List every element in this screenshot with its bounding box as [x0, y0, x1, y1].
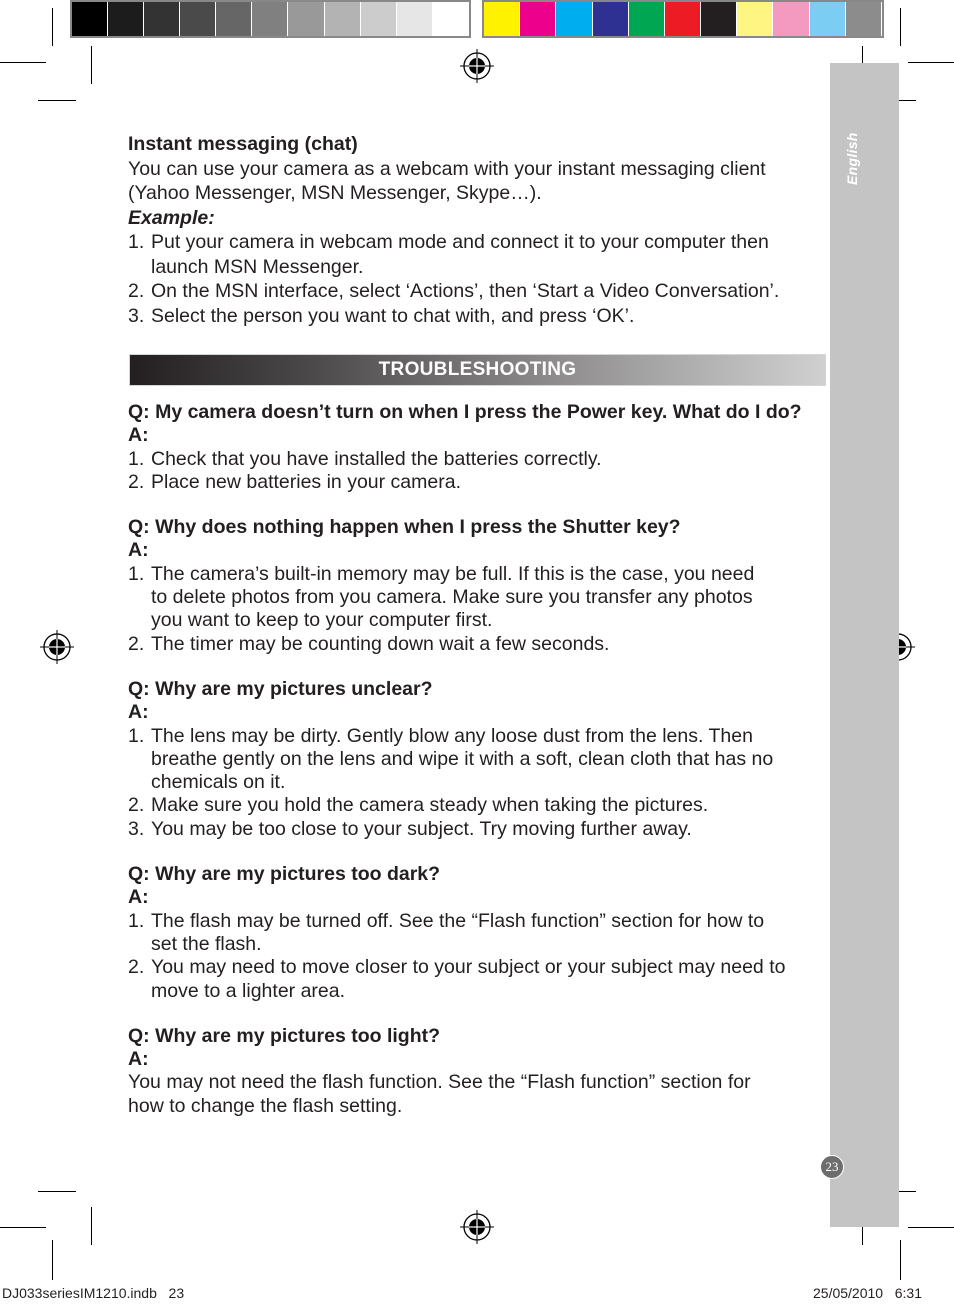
color-swatch [288, 2, 324, 36]
color-swatch [180, 2, 216, 36]
faq-question: Q: Why are my pictures too dark? [128, 863, 441, 886]
color-swatch [737, 2, 773, 36]
color-swatch [397, 2, 433, 36]
faq-answer-label: A: [128, 701, 149, 724]
color-swatch [72, 2, 108, 36]
crop-mark [908, 1227, 954, 1228]
crop-mark [38, 1191, 76, 1192]
crop-mark [91, 46, 92, 84]
list-item: 1. The lens may be dirty. Gently blow any loose dust from the lens. Then breathe gently on the lens and wipe it with a soft, clean cloth that has no chemicals on it. [128, 724, 774, 794]
body-text: how to change the flash setting. [128, 1094, 403, 1117]
language-tab-label: English [844, 132, 860, 185]
crop-mark [91, 1207, 92, 1245]
body-text: You can use your camera as a webcam with your instant messaging client [128, 157, 766, 180]
list-item: 2. You may need to move closer to your subject or your subject may need to move to a lighter area. [128, 956, 786, 1002]
body-text: (Yahoo Messenger, MSN Messenger, Skype…). [128, 182, 542, 204]
faq-question: Q: My camera doesn’t turn on when I press the Power key. What do I do? [128, 401, 802, 423]
banner-title: TROUBLESHOOTING [378, 359, 577, 380]
registration-mark-icon [460, 1210, 494, 1244]
crop-mark [38, 100, 76, 101]
crop-mark [0, 1227, 46, 1228]
color-swatch [556, 2, 592, 36]
color-swatch [701, 2, 737, 36]
section-heading: Instant messaging (chat) [128, 133, 358, 155]
process-color-bar [482, 0, 884, 38]
crop-mark [908, 62, 954, 63]
list-item: 1. The flash may be turned off. See the “Flash function” section for how to set the flash. [128, 909, 765, 955]
color-swatch [520, 2, 556, 36]
list-item: 3. You may be too close to your subject. Try moving further away. [128, 817, 692, 840]
color-swatch [665, 2, 701, 36]
grayscale-color-bar [70, 0, 471, 38]
color-swatch [325, 2, 361, 36]
color-swatch [593, 2, 629, 36]
list-item: 2. Make sure you hold the camera steady when taking the pictures. [128, 794, 709, 817]
color-swatch [108, 2, 144, 36]
list-item: 1. Put your camera in webcam mode and connect it to your computer then launch MSN Messenger. [128, 231, 769, 278]
color-swatch [252, 2, 288, 36]
crop-mark [52, 1240, 53, 1280]
registration-mark-icon [40, 630, 74, 664]
color-swatch [629, 2, 665, 36]
list-item: 2. Place new batteries in your camera. [128, 470, 461, 493]
color-swatch [216, 2, 252, 36]
color-swatch [810, 2, 846, 36]
date-slug: 25/05/2010 6:31 [813, 1285, 922, 1301]
list-item: 2. The timer may be counting down wait a few seconds. [128, 632, 610, 655]
crop-mark [52, 8, 53, 46]
list-item: 1. The camera’s built-in memory may be full. If this is the case, you need to delete photos from you camera. Make sure you transfer any photos you want to keep to your computer first. [128, 562, 755, 632]
page-number-badge: 23 [820, 1155, 844, 1179]
faq-answer-label: A: [128, 886, 149, 909]
troubleshooting-banner [129, 354, 826, 386]
faq-answer-label: A: [128, 1048, 149, 1071]
registration-mark-icon [460, 49, 494, 83]
body-text: You may not need the flash function. See the “Flash function” section for [128, 1071, 751, 1094]
faq-question: Q: Why are my pictures too light? [128, 1024, 441, 1047]
color-swatch [144, 2, 180, 36]
color-swatch [773, 2, 809, 36]
color-swatch [846, 2, 882, 36]
faq-answer-label: A: [128, 539, 149, 562]
crop-mark [900, 1240, 901, 1280]
example-label: Example: [128, 206, 215, 229]
list-item: 2. On the MSN interface, select ‘Actions’, then ‘Start a Video Conversation’. [128, 280, 780, 302]
list-item: 3. Select the person you want to chat with, and press ‘OK’. [128, 304, 635, 327]
file-slug: DJ033seriesIM1210.indb 23 [2, 1285, 185, 1301]
crop-mark [0, 62, 46, 63]
intro-section [128, 132, 828, 328]
language-side-tab [830, 63, 899, 1227]
faq-question: Q: Why are my pictures unclear? [128, 677, 433, 700]
faq-answer-label: A: [128, 424, 149, 447]
faq-section [128, 401, 828, 1118]
list-item: 1. Check that you have installed the batteries correctly. [128, 447, 602, 470]
color-swatch [433, 2, 469, 36]
faq-question: Q: Why does nothing happen when I press the Shutter key? [128, 516, 681, 539]
crop-mark [900, 8, 901, 46]
color-swatch [484, 2, 520, 36]
color-swatch [361, 2, 397, 36]
